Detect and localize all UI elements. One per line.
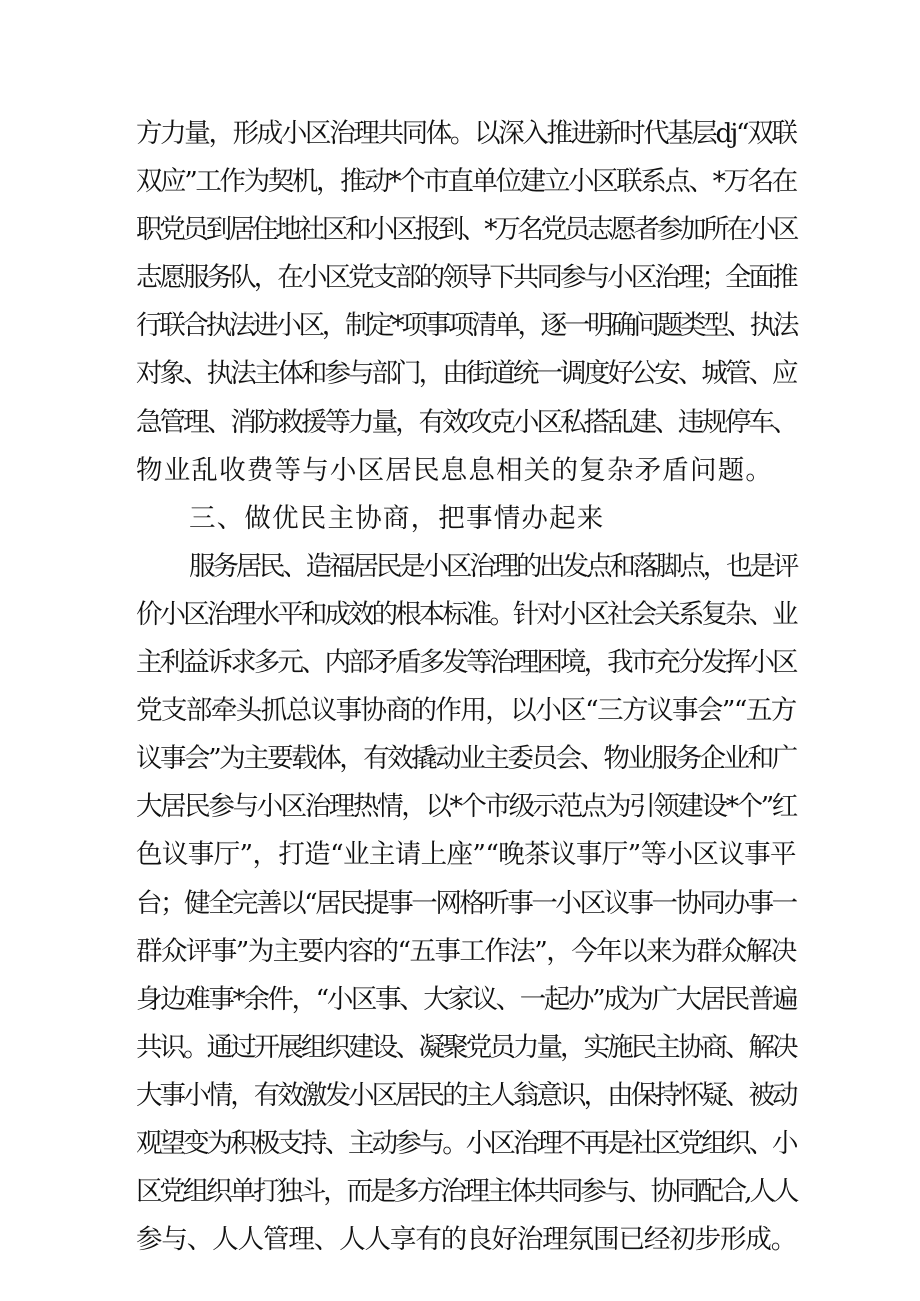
text-line: 区党组织单打独斗，而是多方治理主体共同参与、协同配合,人人 bbox=[136, 1176, 797, 1208]
text-line: 价小区治理水平和成效的根本标准。针对小区社会关系复杂、业 bbox=[136, 598, 796, 630]
text-line: 身边难事*余件，“小区事、大家议、一起办”成为广大居民普遍 bbox=[136, 983, 797, 1015]
text-line: 议事会”为主要载体，有效撬动业主委员会、物业服务企业和广 bbox=[136, 743, 796, 775]
text-line: 群众评事”为主要内容的“五事工作法”，今年以来为群众解决 bbox=[136, 935, 796, 967]
section-heading: 三、做优民主协商，把事情办起来 bbox=[189, 502, 605, 534]
text-line: 观望变为积极支持、主动参与。小区治理不再是社区党组织、小 bbox=[136, 1127, 796, 1159]
text-line: 对象、执法主体和参与部门，由街道统一调度好公安、城管、应 bbox=[136, 358, 796, 390]
text-line: 职党员到居住地社区和小区报到、*万名党员志愿者参加所在小区 bbox=[136, 214, 797, 246]
text-line: 共识。通过开展组织建设、凝聚党员力量，实施民主协商、解决 bbox=[136, 1031, 796, 1063]
text-line: 台；健全完善以“居民提事一网格听事一小区议事一协同办事一 bbox=[136, 887, 796, 919]
text-line: 大事小情，有效激发小区居民的主人翁意识，由保持怀疑、被动 bbox=[136, 1079, 796, 1111]
text-line: 双应”工作为契机，推动*个市直单位建立小区联系点、*万名在 bbox=[136, 166, 796, 198]
text-line: 方力量，形成小区治理共同体。以深入推进新时代基层dj“双联 bbox=[136, 118, 796, 149]
text-line: 急管理、消防救援等力量，有效攻克小区私搭乱建、违规停车、 bbox=[136, 406, 796, 438]
text-line: 色议事厅”，打造“业主请上座”“晚茶议事厅”等小区议事平 bbox=[136, 839, 796, 871]
text-line: 大居民参与小区治理热情，以*个市级示范点为引领建设*个”红 bbox=[136, 791, 796, 823]
text-line: 物业乱收费等与小区居民息息相关的复杂矛盾问题。 bbox=[136, 454, 774, 486]
text-line: 参与、人人管理、人人享有的良好治理氛围已经初步形成。 bbox=[136, 1224, 797, 1256]
text-line: 行联合执法进小区，制定*项事项清单，逐一明确问题类型、执法 bbox=[136, 310, 797, 342]
text-line: 志愿服务队，在小区党支部的领导下共同参与小区治理；全面推 bbox=[136, 262, 796, 294]
text-line: 服务居民、造福居民是小区治理的出发点和落脚点，也是评 bbox=[189, 550, 797, 582]
body-text bbox=[136, 110, 796, 1264]
text-line: 主利益诉求多元、内部矛盾多发等治理困境，我市充分发挥小区 bbox=[136, 647, 796, 679]
text-line: 党支部牵头抓总议事协商的作用，以小区“三方议事会”“五方 bbox=[136, 695, 796, 727]
